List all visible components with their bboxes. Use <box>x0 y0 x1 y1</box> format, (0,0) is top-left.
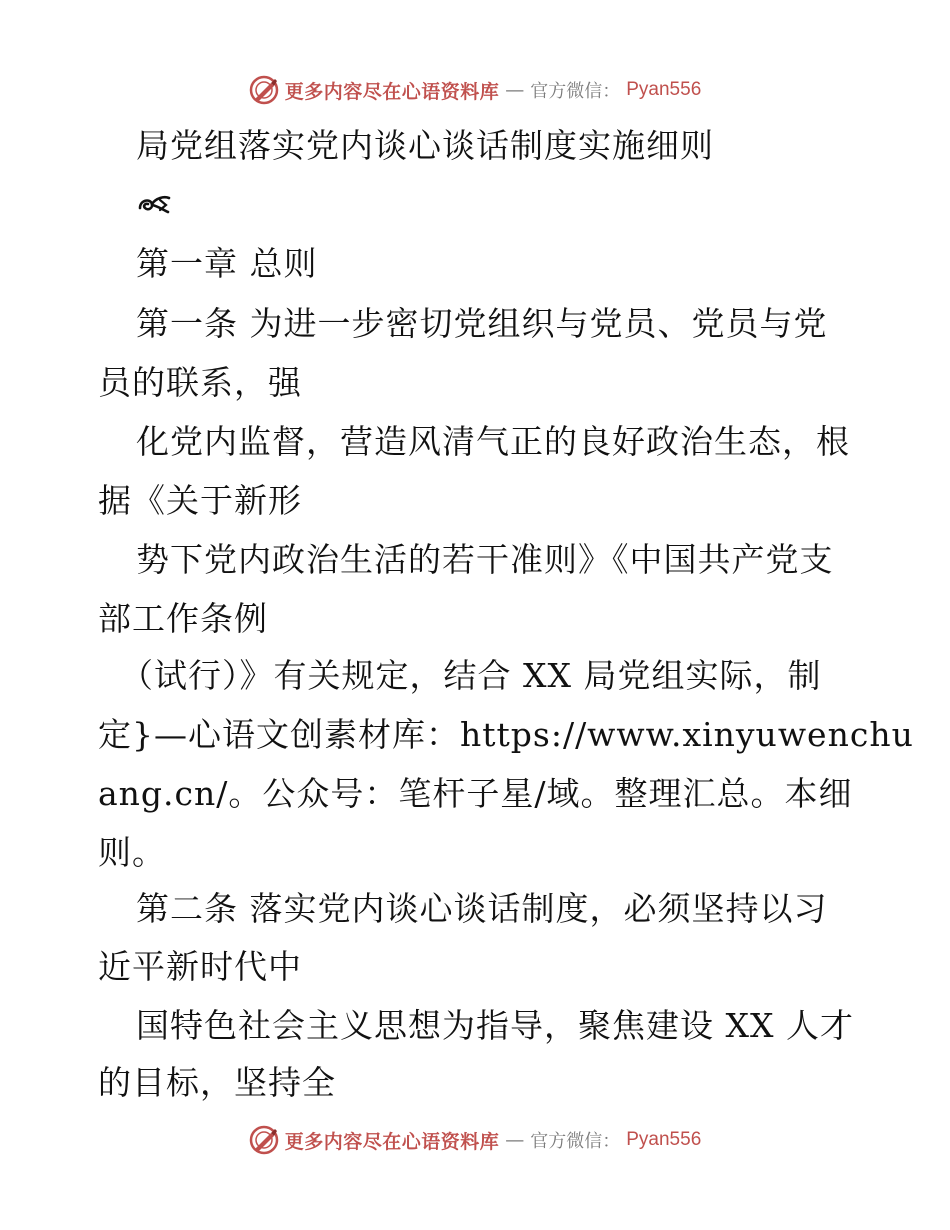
chapter-heading: 第一章 总则 <box>136 244 318 283</box>
paragraph-line: 化党内监督，营造风清气正的良好政治生态，根 <box>136 422 850 461</box>
wechat-id: Pyan556 <box>626 79 702 100</box>
banner-main-text: 更多内容尽在心语资料库 <box>284 80 500 103</box>
paragraph-line: ang.cn/。公众号：笔杆子星/域。整理汇总。本细 <box>98 774 853 813</box>
floral-ornament-icon <box>136 192 172 218</box>
paragraph-line: 据《关于新形 <box>98 481 302 520</box>
header-banner <box>0 70 950 110</box>
paragraph-line: 员的联系，强 <box>98 363 302 402</box>
paragraph-line: 第二条 落实党内谈心谈话制度，必须坚持以习 <box>136 889 828 928</box>
paragraph-line: 势下党内政治生活的若干准则》《中国共产党支 <box>136 540 834 579</box>
document-title: 局党组落实党内谈心谈话制度实施细则 <box>136 126 714 165</box>
banner-main-text: 更多内容尽在心语资料库 <box>284 1130 500 1153</box>
paragraph-line: 部工作条例 <box>98 599 268 638</box>
banner-dash: — <box>505 79 525 101</box>
paragraph-line: 的目标，坚持全 <box>98 1063 336 1102</box>
paragraph-line: （试行）》有关规定，结合 XX 局党组实际，制 <box>120 656 822 695</box>
paragraph-line: 则。 <box>98 833 166 872</box>
footer-banner <box>0 1120 950 1160</box>
pen-logo-icon <box>249 1125 279 1155</box>
paragraph-line: 国特色社会主义思想为指导，聚焦建设 XX 人才 <box>136 1006 854 1045</box>
paragraph-line: 第一条 为进一步密切党组织与党员、党员与党 <box>136 304 828 343</box>
banner-dash: — <box>505 1129 525 1151</box>
pen-logo-icon <box>249 75 279 105</box>
paragraph-line: 近平新时代中 <box>98 947 302 986</box>
wechat-id: Pyan556 <box>626 1129 702 1150</box>
banner-sub-text: 官方微信： <box>530 81 621 102</box>
paragraph-line: 定}—心语文创素材库：https://www.xinyuwenchu <box>98 715 914 754</box>
banner-sub-text: 官方微信： <box>530 1131 621 1152</box>
